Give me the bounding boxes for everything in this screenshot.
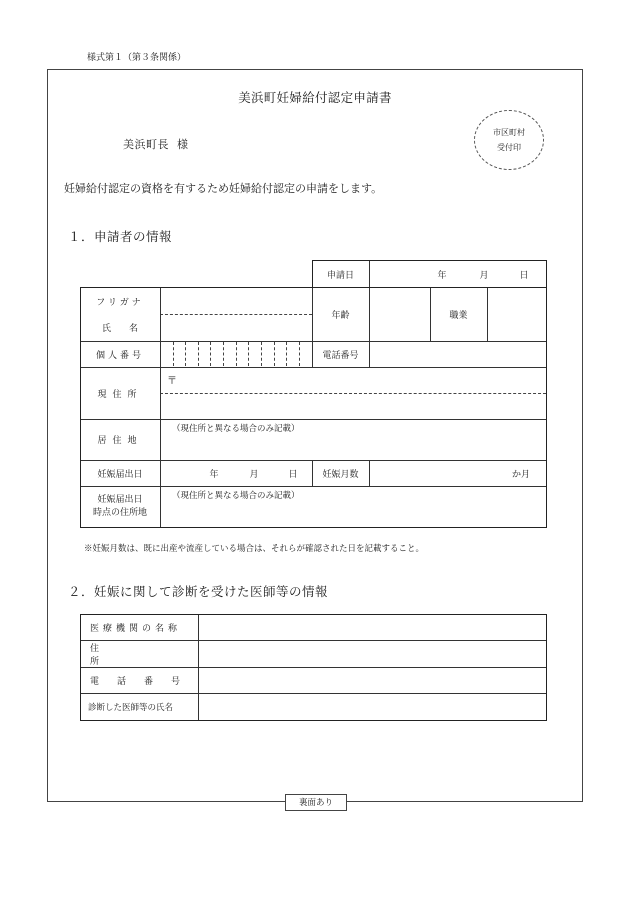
age-field[interactable]: [371, 289, 428, 339]
form-number: 様式第１（第３条関係）: [87, 53, 187, 63]
postal-mark: 〒: [167, 376, 177, 387]
doctor-name-field[interactable]: [200, 695, 545, 719]
months-unit: か月: [511, 469, 530, 480]
divider: [487, 288, 488, 341]
residence-note: （現住所と異なる場合のみ記載）: [172, 424, 300, 434]
residence-field[interactable]: [162, 435, 545, 459]
report-address-note: （現住所と異なる場合のみ記載）: [172, 491, 300, 501]
furigana-label: フリガナ: [96, 297, 144, 308]
report-date-day-unit: 日: [288, 469, 298, 480]
app-date-day-unit: 日: [519, 270, 529, 281]
stamp-line-1: 市区町村: [493, 128, 525, 137]
application-date-label: 申請日: [326, 270, 354, 281]
my-number-field[interactable]: [162, 342, 310, 366]
doctor-name-label: 診断した医師等の氏名: [88, 703, 174, 713]
reverse-side-note: 裏面あり: [285, 794, 347, 811]
pregnancy-report-date-label: 妊娠届出日: [97, 469, 143, 480]
section-2-heading: ２．妊娠に関して診断を受けた医師等の情報: [68, 584, 329, 599]
addressee-name: 美浜町長: [123, 138, 169, 151]
occupation-field[interactable]: [489, 289, 545, 339]
medical-phone-field[interactable]: [200, 669, 545, 692]
divider: [160, 314, 312, 315]
medical-address-label-text: 住所: [90, 643, 164, 667]
phone-label: 電話番号: [322, 350, 359, 361]
address-label: 現住所: [97, 389, 143, 400]
report-date-year-unit: 年: [209, 469, 219, 480]
addressee: [123, 136, 189, 152]
phone-field[interactable]: [371, 342, 545, 366]
stamp-line-2: 受付印: [497, 143, 521, 152]
report-date-month-unit: 月: [249, 469, 259, 480]
app-date-month-unit: 月: [479, 270, 489, 281]
application-date-field[interactable]: [372, 262, 544, 286]
age-label: 年齢: [331, 311, 350, 321]
medical-address-label: [82, 640, 198, 667]
pregnancy-months-field[interactable]: [371, 461, 501, 485]
medical-phone-label: 電話番号: [90, 676, 199, 687]
divider: [160, 288, 161, 527]
divider: [198, 615, 199, 720]
occupation-label: 職業: [449, 311, 468, 321]
app-date-year-unit: 年: [437, 270, 447, 281]
report-address-field[interactable]: [162, 502, 545, 526]
pregnancy-report-date-field[interactable]: [162, 461, 310, 485]
reception-stamp-area: [474, 110, 544, 170]
medical-institution-label: 医療機関の名称: [90, 623, 182, 634]
furigana-field[interactable]: [162, 289, 310, 313]
section-1-heading: １．申請者の情報: [68, 229, 173, 244]
intro-text: 妊婦給付認定の資格を有するため妊婦給付認定の申請をします。: [64, 182, 383, 195]
divider: [369, 288, 370, 367]
medical-address-field[interactable]: [200, 642, 545, 666]
report-address-label-line-2: 時点の住所地: [92, 508, 147, 518]
my-number-label: 個人番号: [95, 350, 144, 361]
residence-label: 居住地: [97, 436, 143, 446]
name-field[interactable]: [162, 316, 310, 340]
divider: [369, 460, 370, 486]
report-address-label: [80, 486, 160, 528]
report-address-label-line-1: 妊娠届出日: [97, 495, 143, 505]
document-title: 美浜町妊婦給付認定申請書: [238, 90, 392, 105]
footnote: ※妊娠月数は、既に出産や流産している場合は、それらが確認された日を記載すること。: [84, 544, 425, 554]
name-label: 氏 名: [101, 324, 138, 334]
divider: [369, 261, 370, 287]
pregnancy-months-label: 妊娠月数: [322, 469, 359, 480]
address-field[interactable]: [180, 368, 545, 418]
addressee-honorific: 様: [177, 138, 189, 151]
medical-institution-field[interactable]: [200, 616, 545, 639]
